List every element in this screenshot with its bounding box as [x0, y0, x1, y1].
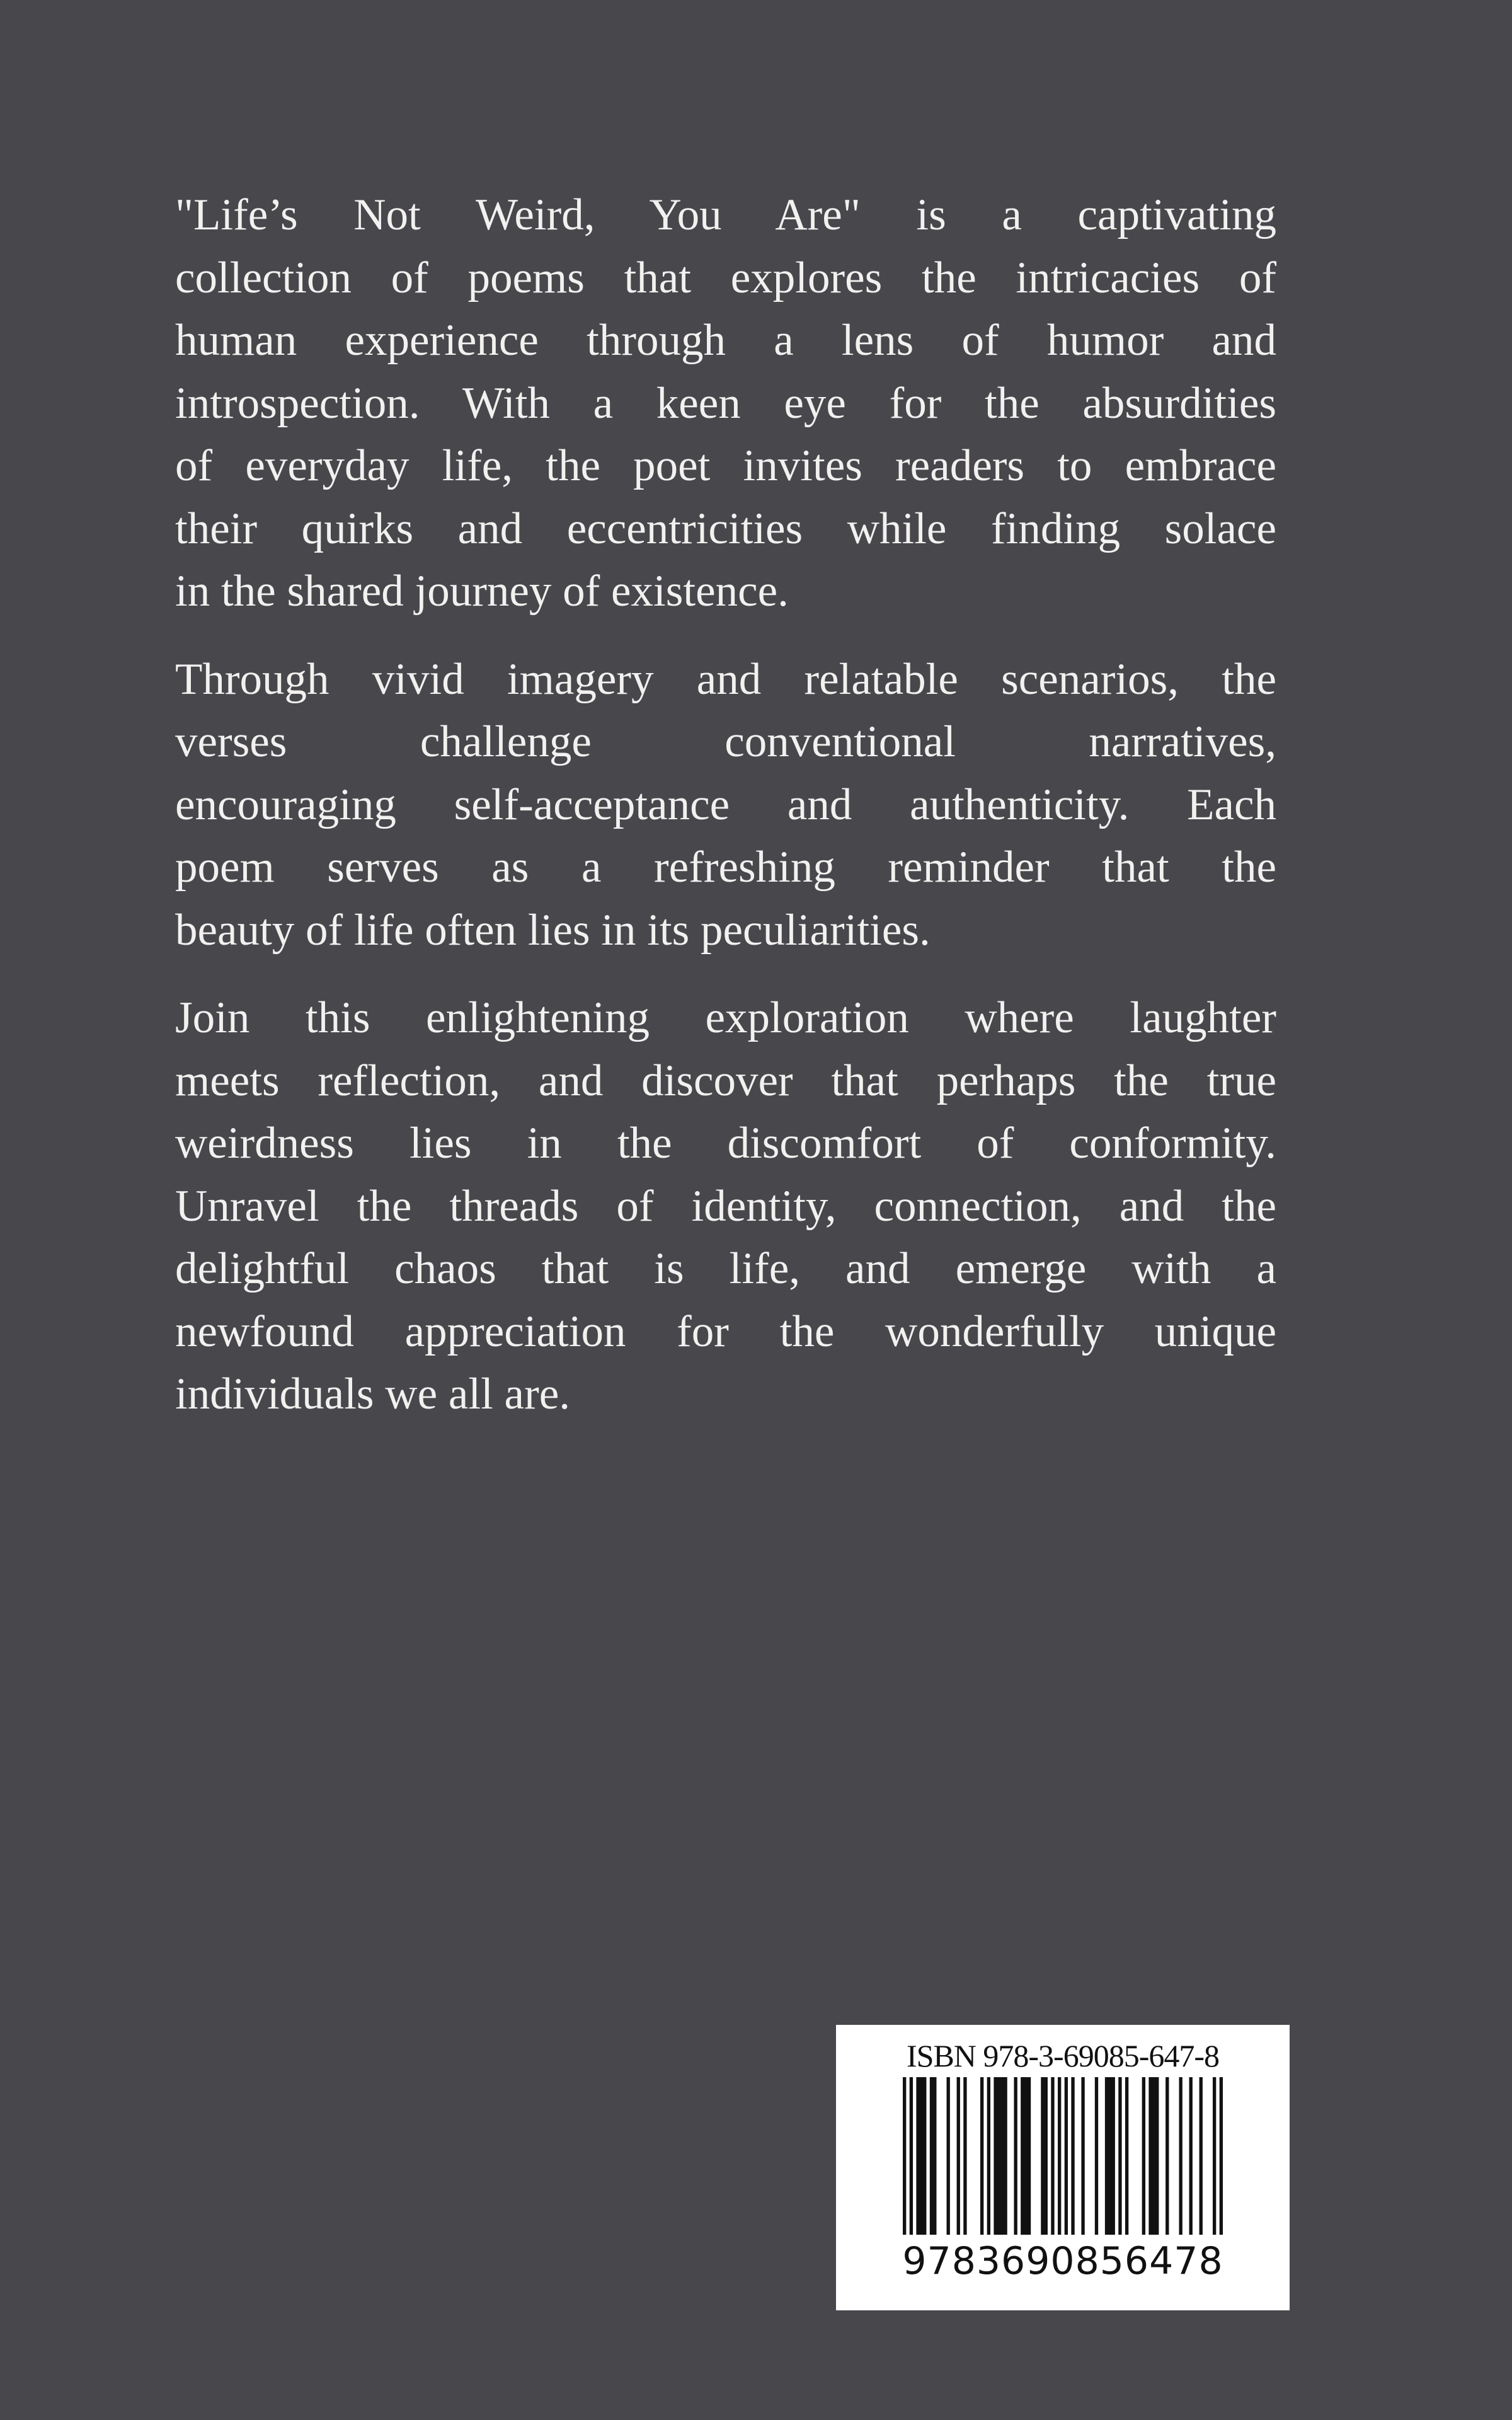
isbn-barcode-box — [836, 2025, 1290, 2310]
barcode-bar — [1220, 2077, 1223, 2235]
blurb-line: Unravel the threads of identity, connection, and the — [175, 1181, 1276, 1231]
barcode-bar — [957, 2077, 960, 2235]
barcode-bar — [1118, 2077, 1121, 2235]
blurb-line: in the shared journey of existence. — [175, 567, 789, 616]
blurb-line: newfound appreciation for the wonderfully unique — [175, 1306, 1276, 1356]
barcode-bar — [1041, 2077, 1048, 2235]
blurb-line: Join this enlightening exploration where laughter — [175, 993, 1276, 1042]
barcode-bar — [1021, 2077, 1031, 2235]
barcode-bar — [930, 2077, 937, 2235]
blurb-line: introspection. With a keen eye for the absurdities — [175, 378, 1276, 428]
barcode-bar — [910, 2077, 913, 2235]
barcode-bar — [1014, 2077, 1017, 2235]
barcode-bar — [1179, 2077, 1182, 2235]
blurb-line: meets reflection, and discover that perhaps the true — [175, 1056, 1276, 1105]
barcode-bar — [963, 2077, 966, 2235]
barcode-bar — [1189, 2077, 1193, 2235]
barcode — [903, 2077, 1223, 2235]
barcode-bar — [1200, 2077, 1203, 2235]
blurb-line: "Life’s Not Weird, You Are" is a captivating — [175, 190, 1276, 239]
blurb-line: Through vivid imagery and relatable scenarios, the — [175, 654, 1276, 704]
barcode-bar — [1051, 2077, 1054, 2235]
blurb-line: encouraging self-acceptance and authenticity. Each — [175, 780, 1276, 829]
isbn-label: ISBN 978-3-69085-647-8 — [906, 2038, 1220, 2073]
barcode-bar — [1071, 2077, 1074, 2235]
barcode-bar — [947, 2077, 950, 2235]
blurb-line: poem serves as a refreshing reminder that the — [175, 843, 1276, 892]
blurb-line: human experience through a lens of humor and — [175, 316, 1276, 365]
barcode-bar — [916, 2077, 926, 2235]
barcode-bar — [1148, 2077, 1159, 2235]
blurb-paragraph-3 — [175, 987, 1276, 1426]
blurb-line: individuals we all are. — [175, 1369, 570, 1419]
blurb-line: delightful chaos that is life, and emerge with a — [175, 1244, 1276, 1293]
barcode-digits: 9783690856478 — [902, 2239, 1223, 2283]
blurb-line: weirdness lies in the discomfort of conformity. — [175, 1119, 1276, 1168]
blurb-line: beauty of life often lies in its peculiarities. — [175, 905, 931, 955]
blurb-paragraph-1 — [175, 184, 1276, 623]
barcode-bar — [980, 2077, 983, 2235]
barcode-bar — [994, 2077, 1007, 2235]
back-cover-blurb — [175, 184, 1276, 1451]
barcode-bar — [1081, 2077, 1084, 2235]
barcode-bar — [1213, 2077, 1216, 2235]
barcode-bar — [1166, 2077, 1169, 2235]
barcode-bar — [1105, 2077, 1115, 2235]
blurb-paragraph-2 — [175, 648, 1276, 962]
blurb-line: collection of poems that explores the intricacies of — [175, 253, 1276, 302]
barcode-bar — [1125, 2077, 1128, 2235]
blurb-line: verses challenge conventional narratives, — [175, 717, 1276, 766]
barcode-bar — [903, 2077, 906, 2235]
barcode-bar — [1095, 2077, 1098, 2235]
barcode-bar — [987, 2077, 990, 2235]
barcode-bar — [1058, 2077, 1061, 2235]
blurb-line: their quirks and eccentricities while finding solace — [175, 504, 1276, 553]
blurb-line: of everyday life, the poet invites readers to embrace — [175, 441, 1276, 490]
barcode-bar — [1142, 2077, 1145, 2235]
barcode-bar — [1065, 2077, 1068, 2235]
